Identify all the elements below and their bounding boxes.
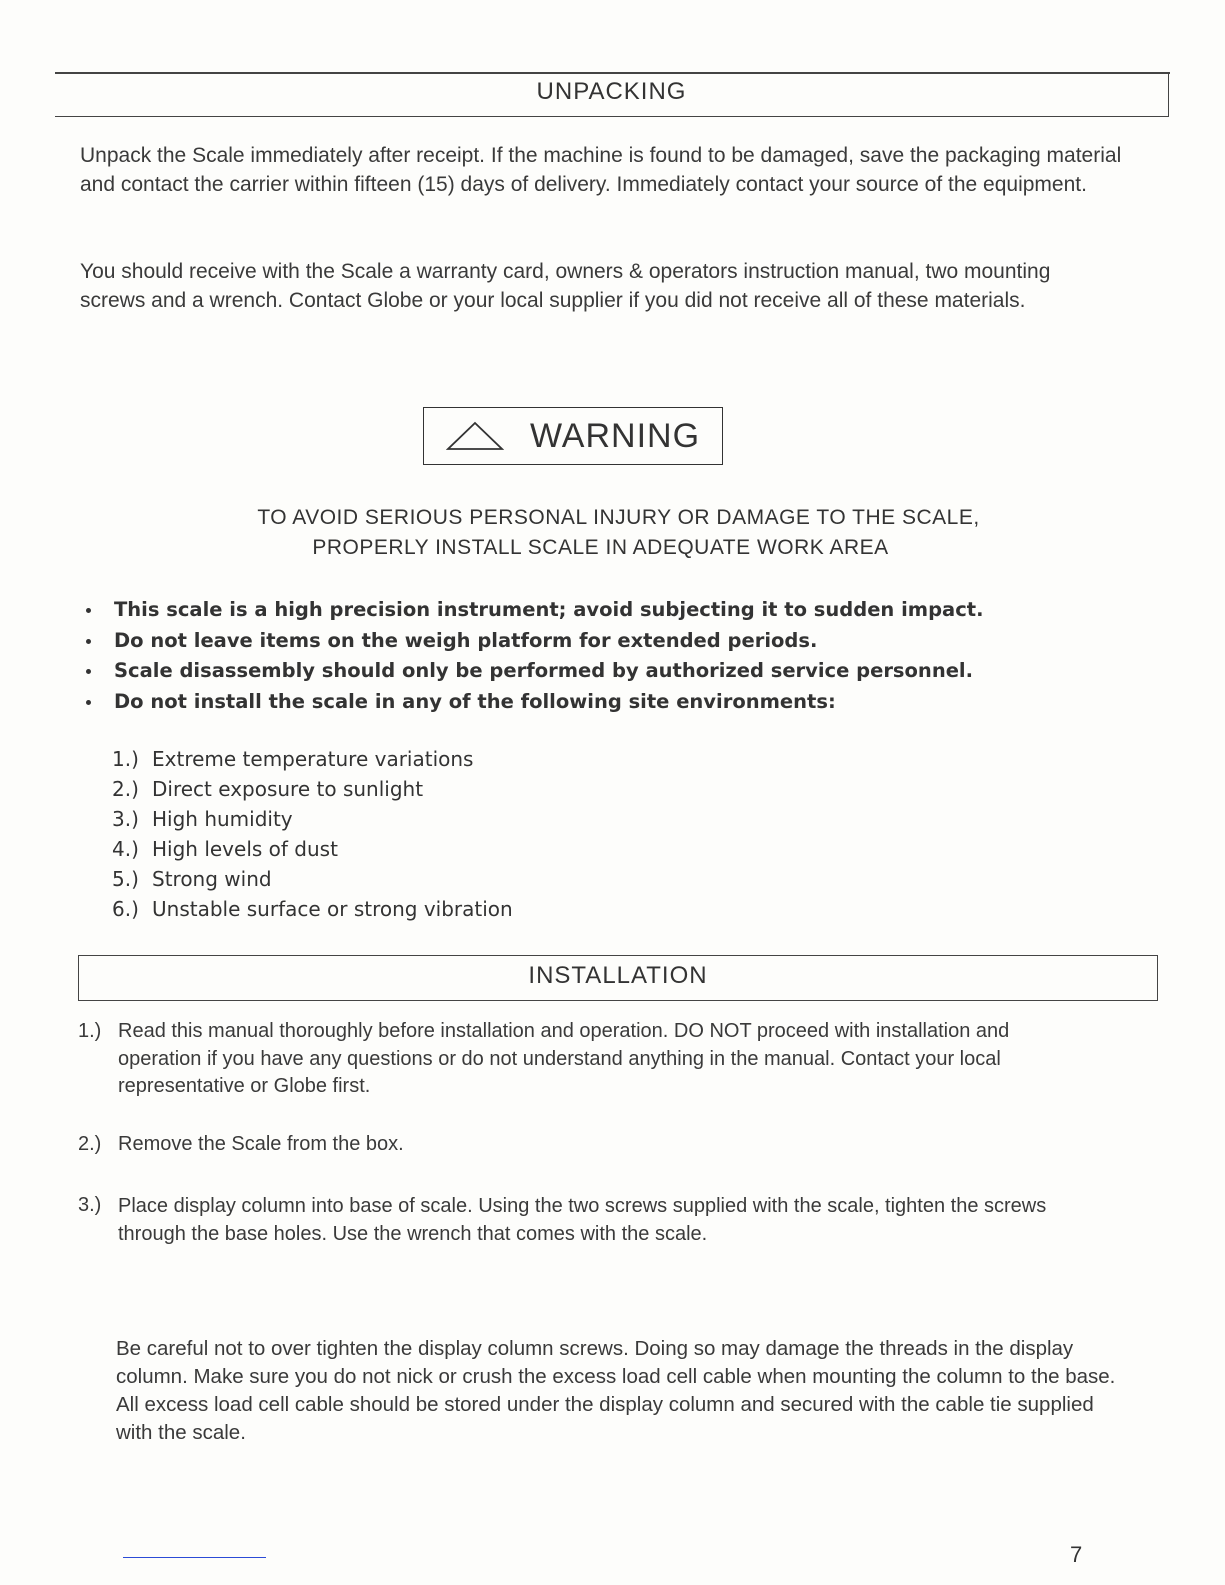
- warning-line-1: TO AVOID SERIOUS PERSONAL INJURY OR DAMAGE TO THE SCALE,: [257, 506, 980, 529]
- list-item: 5.) Strong wind: [112, 867, 272, 891]
- unpacking-heading-box: [55, 72, 1169, 117]
- list-item: 3.) High humidity: [112, 807, 293, 831]
- list-item: Do not install the scale in any of the following site environments:: [78, 687, 984, 718]
- bullet-dot: [86, 669, 91, 674]
- warning-bullet-list: [78, 595, 984, 717]
- warning-box: [423, 407, 723, 465]
- unpacking-paragraph-1: Unpack the Scale immediately after receipt. If the machine is found to be damaged, save the packaging material and contact the carrier within fifteen (15) days of delivery. Immediately contact your source of the equipment.: [80, 144, 1122, 196]
- bullet-dot: [86, 608, 91, 613]
- warning-line-2: PROPERLY INSTALL SCALE IN ADEQUATE WORK AREA: [312, 536, 889, 559]
- list-item: 2.) Direct exposure to sunlight: [112, 777, 424, 801]
- installation-step-3: 3.) Place display column into base of scale. Using the two screws supplied with the scale, tighten the screws through the base holes. Use the wrench that comes with the scale.: [78, 1194, 1047, 1245]
- page-number: 7: [1070, 1542, 1083, 1567]
- installation-step-2: 2.) Remove the Scale from the box.: [78, 1133, 404, 1155]
- list-item: Scale disassembly should only be performed by authorized service personnel.: [78, 656, 984, 687]
- list-item: 1.) Extreme temperature variations: [112, 747, 474, 771]
- installation-heading-box: [78, 955, 1158, 1001]
- installation-caution: Be careful not to over tighten the display column screws. Doing so may damage the threads in the display column. Make sure you do not nick or crush the excess load cell cable when mounting the column to the base. All excess load cell cable should be stored under the display column and secured with the cable tie supplied with the scale.: [116, 1337, 1116, 1444]
- warning-label: WARNING: [529, 416, 701, 455]
- unpacking-heading: UNPACKING: [536, 78, 687, 105]
- list-item: This scale is a high precision instrument; avoid subjecting it to sudden impact.: [78, 595, 984, 626]
- bullet-dot: [86, 700, 91, 705]
- list-item: 4.) High levels of dust: [112, 837, 338, 861]
- bullet-dot: [86, 639, 91, 644]
- bottom-edge-line: [123, 1557, 266, 1558]
- warning-triangle-icon: [446, 421, 504, 451]
- installation-step-1: 1.) Read this manual thoroughly before installation and operation. DO NOT proceed with installation and operation if you have any questions or do not understand anything in the manual. Contact your local representative or Globe first.: [78, 1020, 1010, 1097]
- list-item: Do not leave items on the weigh platform for extended periods.: [78, 626, 984, 657]
- installation-heading: INSTALLATION: [528, 962, 708, 989]
- unpacking-paragraph-2: You should receive with the Scale a warranty card, owners & operators instruction manual, two mounting screws and a wrench. Contact Globe or your local supplier if you did not receive all of these materials.: [80, 260, 1051, 312]
- list-item: 6.) Unstable surface or strong vibration: [112, 897, 513, 921]
- environment-conditions-list: [112, 744, 513, 924]
